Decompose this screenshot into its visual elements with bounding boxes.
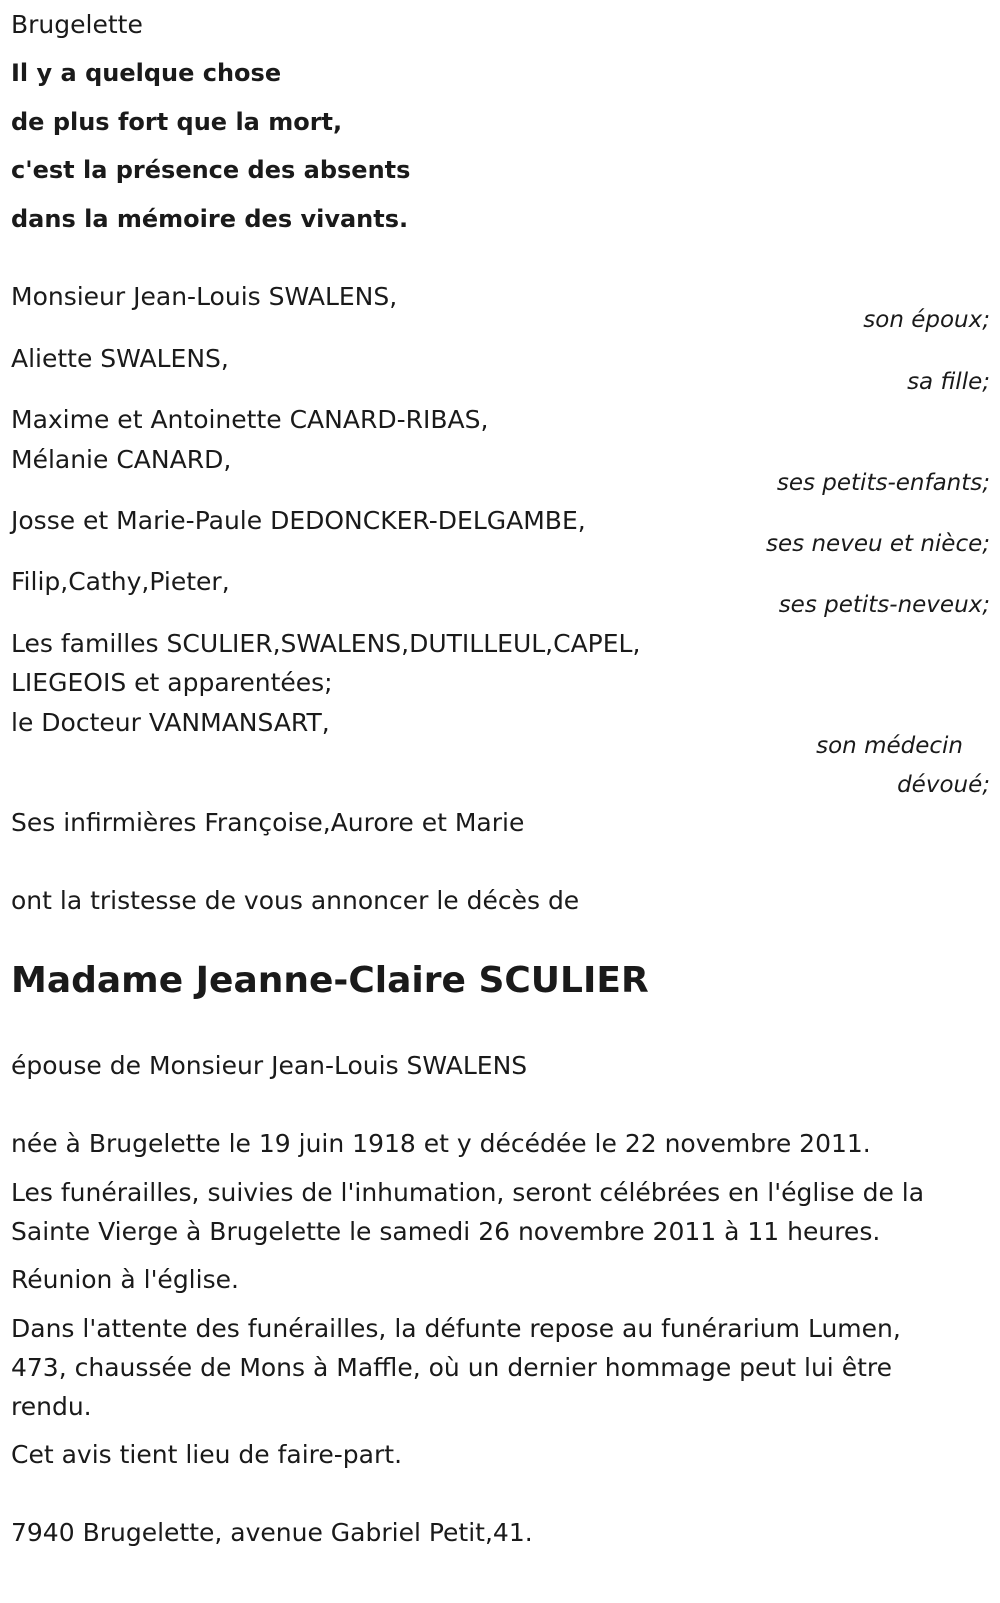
quote-line-4: dans la mémoire des vivants. [11, 205, 409, 233]
repose-line-3: rendu. [11, 1392, 92, 1421]
family-nurses: Ses infirmières Françoise,Aurore et Marie [11, 808, 525, 837]
town-header: Brugelette [11, 10, 143, 39]
quote-line-2: de plus fort que la mort, [11, 108, 343, 136]
family-grandnephews: Filip,Cathy,Pieter, [11, 567, 230, 596]
quote-line-1: Il y a quelque chose [11, 59, 282, 87]
birth-death-line: née à Brugelette le 19 juin 1918 et y décédée le 22 novembre 2011. [11, 1129, 871, 1158]
relation-doctor-1: son médecin [816, 733, 963, 759]
family-doctor: le Docteur VANMANSART, [11, 708, 330, 737]
relation-grandnephews: ses petits-neveux; [778, 592, 990, 618]
announcement-intro: ont la tristesse de vous annoncer le décès de [11, 886, 580, 915]
funeral-line-2: Sainte Vierge à Brugelette le samedi 26 novembre 2011 à 11 heures. [11, 1217, 881, 1246]
funeral-line-1: Les funérailles, suivies de l'inhumation, seront célébrées en l'église de la [11, 1178, 925, 1207]
family-nephew-niece: Josse et Marie-Paule DEDONCKER-DELGAMBE, [11, 506, 586, 535]
family-husband: Monsieur Jean-Louis SWALENS, [11, 282, 398, 311]
family-daughter: Aliette SWALENS, [11, 344, 229, 373]
relation-husband: son époux; [863, 307, 990, 333]
family-families-2: LIEGEOIS et apparentées; [11, 668, 333, 697]
quote-line-3: c'est la présence des absents [11, 156, 411, 184]
relation-nephew-niece: ses neveu et nièce; [766, 531, 990, 557]
family-grandchildren-1: Maxime et Antoinette CANARD-RIBAS, [11, 405, 489, 434]
address-line: 7940 Brugelette, avenue Gabriel Petit,41. [11, 1518, 533, 1547]
relation-doctor-2: dévoué; [897, 772, 990, 798]
family-families-1: Les familles SCULIER,SWALENS,DUTILLEUL,CAPEL, [11, 629, 641, 658]
deceased-name: Madame Jeanne-Claire SCULIER [11, 960, 649, 1001]
family-grandchildren-2: Mélanie CANARD, [11, 445, 232, 474]
repose-line-2: 473, chaussée de Mons à Maffle, où un dernier hommage peut lui être [11, 1353, 892, 1382]
meeting-line: Réunion à l'église. [11, 1265, 239, 1294]
spouse-line: épouse de Monsieur Jean-Louis SWALENS [11, 1051, 528, 1080]
relation-daughter: sa fille; [907, 369, 990, 395]
relation-grandchildren: ses petits-enfants; [776, 470, 990, 496]
repose-line-1: Dans l'attente des funérailles, la défunte repose au funérarium Lumen, [11, 1314, 901, 1343]
notice-line: Cet avis tient lieu de faire-part. [11, 1440, 403, 1469]
